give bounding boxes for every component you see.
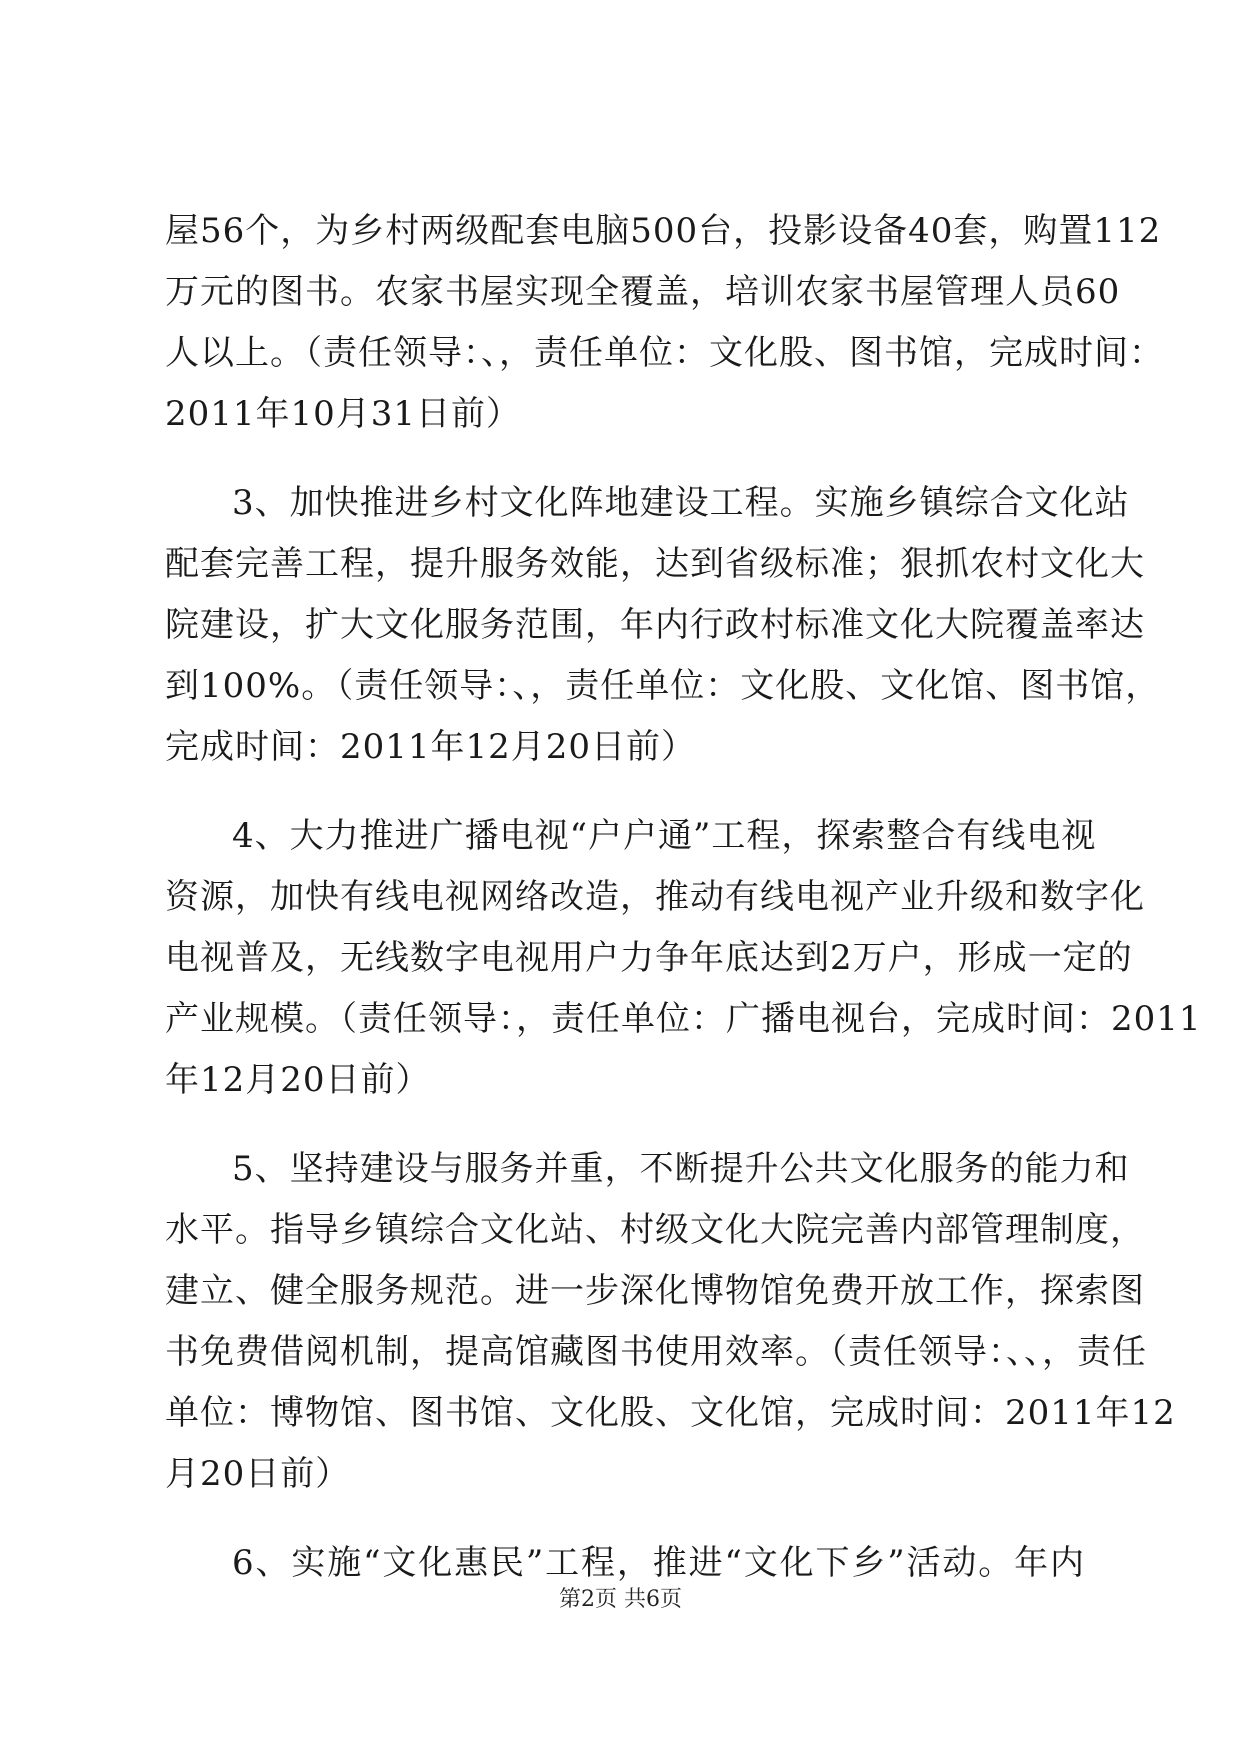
text-line: 完成时间：2011年12月20日前） bbox=[165, 727, 697, 767]
paragraph-first-line: 6、实施“文化惠民”工程，推进“文化下乡”活动。年内 bbox=[232, 1543, 1085, 1583]
text-line: 年12月20日前） bbox=[165, 1060, 431, 1100]
paragraph-first-line: 4、大力推进广播电视“户户通”工程，探索整合有线电视 bbox=[232, 816, 1097, 856]
text-line: 到100%。（责任领导：、，责任单位：文化股、文化馆、图书馆， bbox=[165, 666, 1161, 706]
text-line: 人以上。（责任领导：、，责任单位：文化股、图书馆，完成时间： bbox=[165, 333, 1164, 373]
paragraph-first-line: 3、加快推进乡村文化阵地建设工程。实施乡镇综合文化站 bbox=[232, 483, 1130, 523]
text-line: 2011年10月31日前） bbox=[165, 394, 522, 434]
text-line: 院建设，扩大文化服务范围，年内行政村标准文化大院覆盖率达 bbox=[165, 605, 1145, 645]
text-line: 万元的图书。农家书屋实现全覆盖，培训农家书屋管理人员60 bbox=[165, 272, 1121, 312]
text-line: 资源，加快有线电视网络改造，推动有线电视产业升级和数字化 bbox=[165, 877, 1145, 917]
text-line: 配套完善工程，提升服务效能，达到省级标准；狠抓农村文化大 bbox=[165, 544, 1145, 584]
page-number-footer: 第2页 共6页 bbox=[559, 1587, 682, 1612]
text-line: 单位：博物馆、图书馆、文化股、文化馆，完成时间：2011年12 bbox=[165, 1393, 1176, 1433]
paragraph-first-line: 5、坚持建设与服务并重，不断提升公共文化服务的能力和 bbox=[232, 1149, 1130, 1189]
text-line: 电视普及，无线数字电视用户力争年底达到2万户，形成一定的 bbox=[165, 938, 1133, 978]
text-line: 水平。指导乡镇综合文化站、村级文化大院完善内部管理制度， bbox=[165, 1210, 1145, 1250]
text-line: 书免费借阅机制，提高馆藏图书使用效率。（责任领导：、、，责任 bbox=[165, 1332, 1147, 1372]
text-line: 产业规模。（责任领导：，责任单位：广播电视台，完成时间：2011 bbox=[165, 999, 1202, 1039]
text-line: 屋56个，为乡村两级配套电脑500台，投影设备40套，购置112 bbox=[165, 211, 1162, 251]
text-line: 月20日前） bbox=[165, 1454, 351, 1494]
text-line: 建立、健全服务规范。进一步深化博物馆免费开放工作，探索图 bbox=[165, 1271, 1145, 1311]
